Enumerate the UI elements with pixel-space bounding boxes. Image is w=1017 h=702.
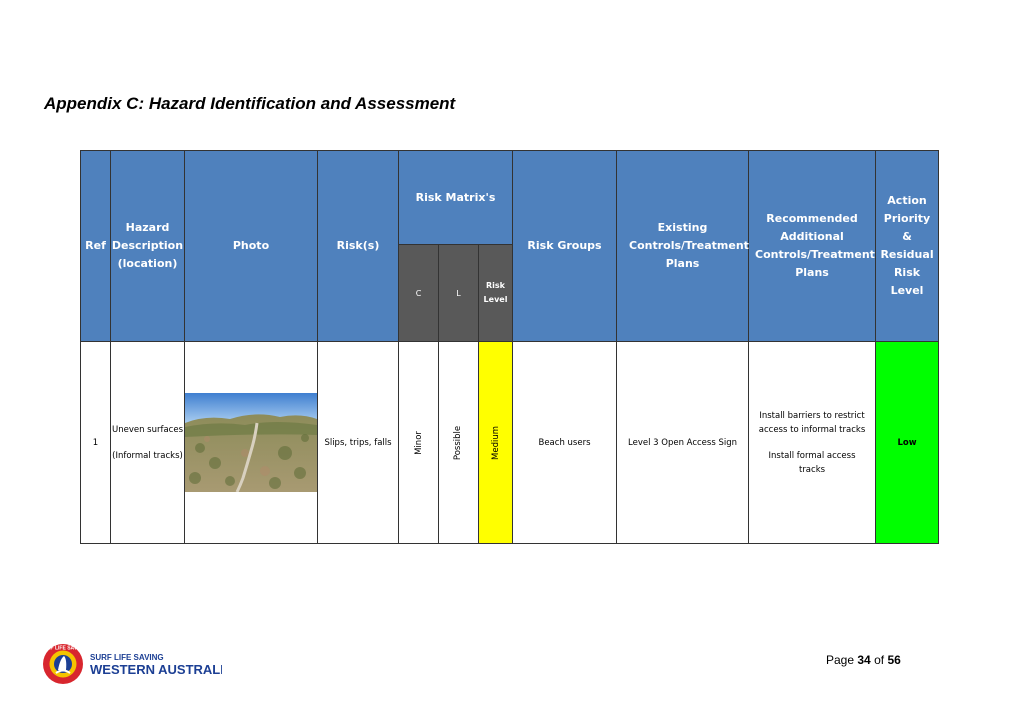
- logo-line-1: SURF LIFE SAVING: [90, 653, 164, 662]
- header-risk-level: Risk Level: [479, 245, 513, 342]
- header-likelihood: L: [439, 245, 479, 342]
- cell-consequence: [399, 342, 439, 544]
- cell-ref: 1: [81, 342, 111, 544]
- slswa-logo: [42, 643, 222, 687]
- hazard-line-1: Uneven surfaces: [111, 424, 184, 435]
- table-row: [81, 342, 939, 544]
- page-sep: of: [874, 653, 885, 667]
- header-existing-controls: Existing Controls/Treatment Plans: [617, 151, 749, 342]
- cell-risks: Slips, trips, falls: [318, 342, 399, 544]
- cell-photo: [185, 342, 318, 544]
- logo-line-2: WESTERN AUSTRALIA: [90, 662, 222, 677]
- hazard-photo: [185, 393, 317, 492]
- hazard-table: [80, 150, 939, 544]
- recommended-line-2: Install formal access tracks: [768, 450, 856, 475]
- cell-risk-level: [479, 342, 513, 544]
- cell-action-priority: Low: [876, 342, 939, 544]
- page-current: 34: [857, 653, 871, 667]
- page-title: Appendix C: Hazard Identification and Assessment: [44, 94, 456, 113]
- cell-risk-groups: Beach users: [513, 342, 617, 544]
- cell-hazard: [111, 342, 185, 544]
- header-risk-groups: Risk Groups: [513, 151, 617, 342]
- cell-likelihood: [439, 342, 479, 544]
- consequence-value: Minor: [413, 430, 424, 455]
- header-risks: Risk(s): [318, 151, 399, 342]
- logo-badge-text: SURF LIFE SAVING: [42, 645, 87, 652]
- header-hazard: Hazard Description (location): [111, 151, 185, 342]
- header-risk-matrix: Risk Matrix's: [399, 151, 513, 245]
- hazard-line-2: (Informal tracks): [112, 450, 183, 461]
- risk-level-value: Medium: [491, 425, 501, 460]
- header-photo: Photo: [185, 151, 318, 342]
- cell-existing-controls: Level 3 Open Access Sign: [617, 342, 749, 544]
- cell-recommended-controls: [749, 342, 876, 544]
- header-ref: Ref: [81, 151, 111, 342]
- page-total: 56: [887, 653, 901, 667]
- header-consequence: C: [399, 245, 439, 342]
- page-number: [826, 653, 901, 667]
- recommended-line-1: Install barriers to restrict access to informal tracks: [758, 410, 866, 435]
- header-action-priority: Action Priority & Residual Risk Level: [876, 151, 939, 342]
- header-recommended-controls: Recommended Additional Controls/Treatment Plans: [749, 151, 876, 342]
- likelihood-value: Possible: [453, 425, 464, 460]
- page-prefix: Page: [826, 653, 855, 667]
